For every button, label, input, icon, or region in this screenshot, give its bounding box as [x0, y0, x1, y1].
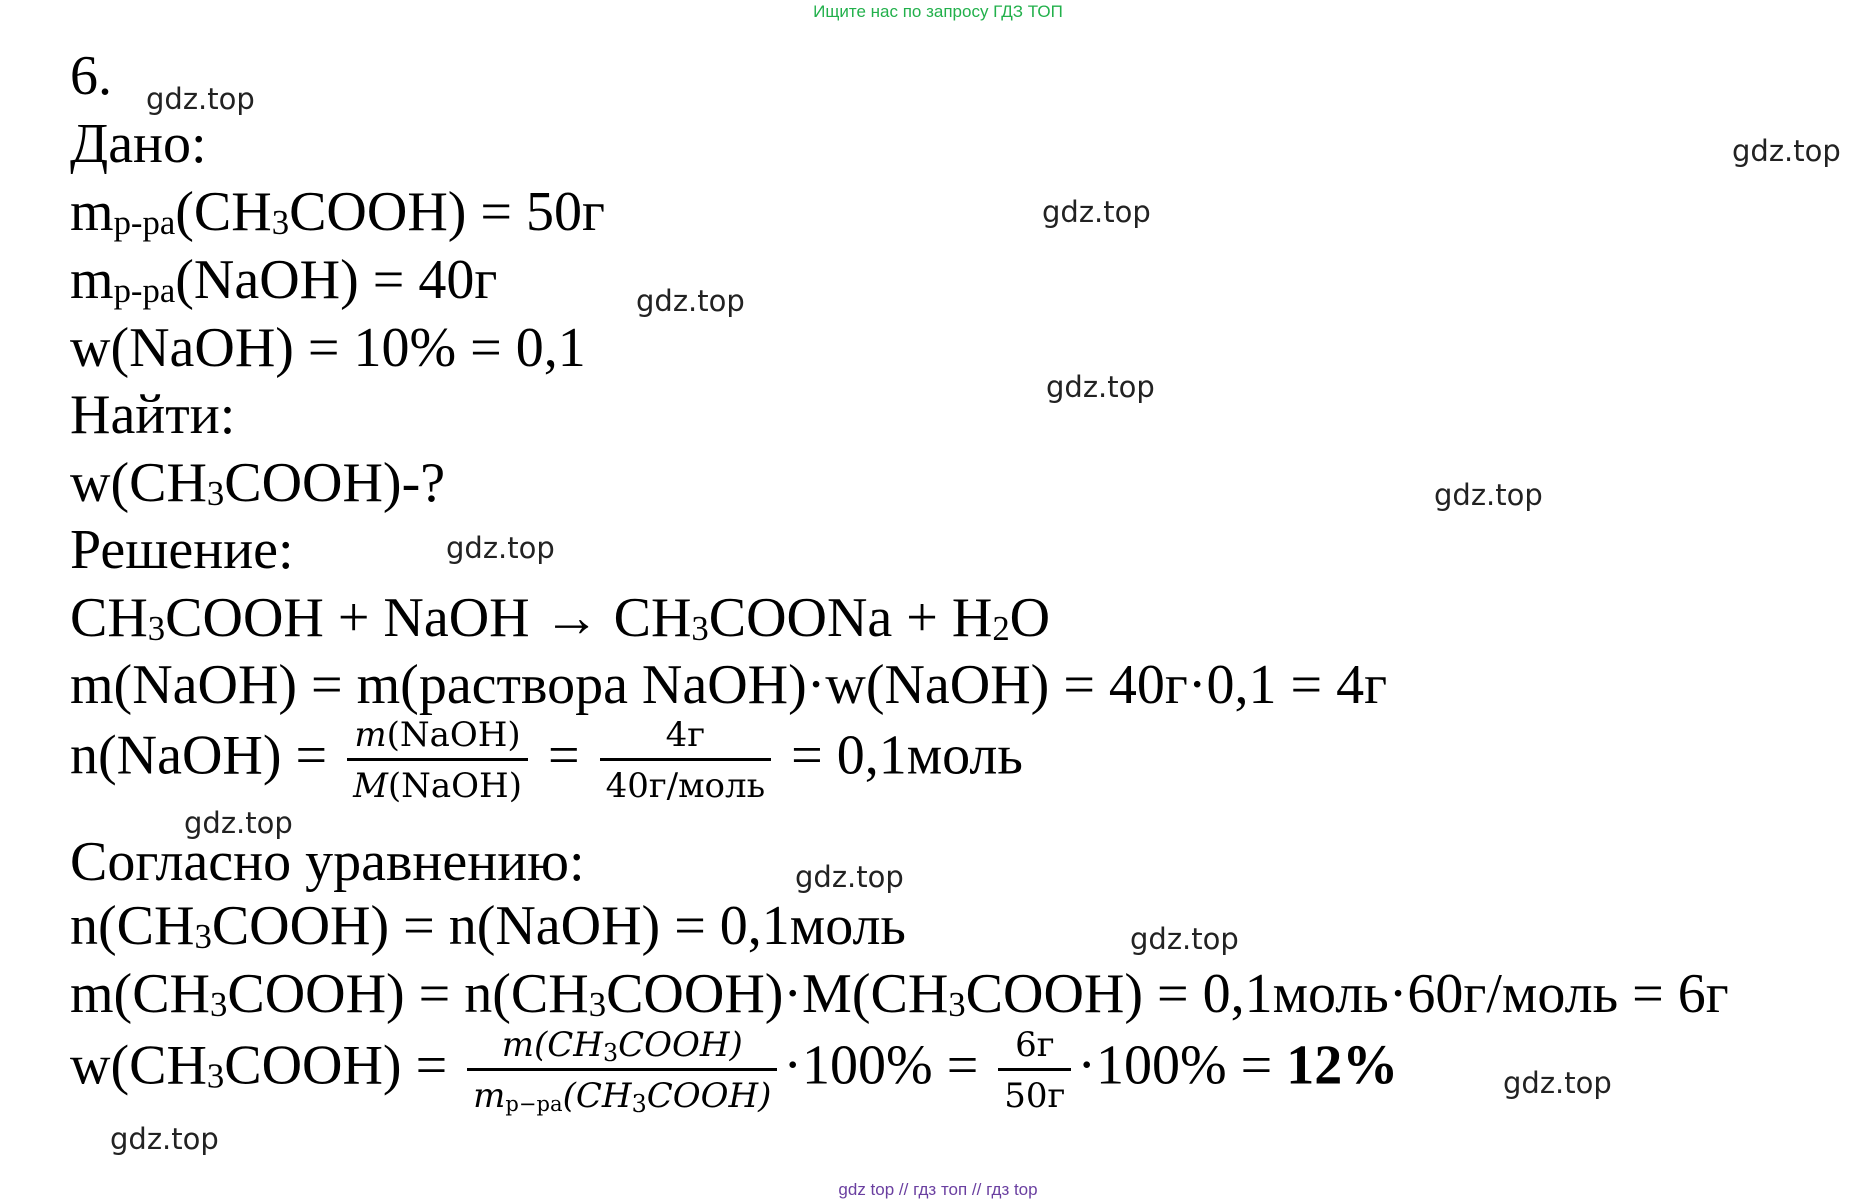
watermark: gdz.top — [1130, 922, 1239, 956]
watermark: gdz.top — [636, 284, 745, 318]
given-heading: Дано: — [70, 113, 207, 175]
final-answer: 12% — [1286, 1034, 1399, 1097]
fraction-values: $\frac{4г}{\text{40г/моль}}$ — [600, 718, 772, 803]
watermark: gdz.top — [110, 1122, 219, 1156]
watermark: gdz.top — [1434, 478, 1543, 512]
naoh-moles-calc: n(NaOH) = $\frac{\text{m(NaOH)}}{\text{M(NaOH)}}$ = $\frac{4г}{\text{40г/моль}}$ = 0,1моль — [70, 715, 1023, 806]
watermark: gdz.top — [1046, 370, 1155, 404]
watermark: gdz.top — [146, 82, 255, 116]
given-naoh-fraction: w(NaOH) = 10% = 0,1 — [70, 317, 586, 379]
watermark: gdz.top — [795, 860, 904, 894]
watermark: gdz.top — [1732, 134, 1841, 168]
top-banner: Ищите нас по запросу ГДЗ ТОП — [813, 2, 1063, 21]
naoh-mass-calc: m(NaOH) = m(раствора NaOH)·w(NaOH) = 40г·0,1 = 4г — [70, 654, 1388, 716]
problem-number: 6. — [70, 45, 112, 107]
according-heading: Согласно уравнению: — [70, 831, 585, 893]
watermark: gdz.top — [1042, 195, 1151, 229]
fraction-acid-values: $\frac{6г}{50г}$ — [998, 1028, 1071, 1113]
acid-fraction-calc: $w(CH_3COOH)$ = $\frac{m(CH_3COOH)}{mр-ра(CH_3COOH)}$ ·100% = $\frac{6г}{50г}$ ·100% = 12% — [70, 1025, 1399, 1118]
fraction-mass-over-molar-mass: $\frac{\text{m(NaOH)}}{\text{M(NaOH)}}$ — [347, 718, 528, 803]
bottom-banner: gdz top // гдз топ // гдз top — [838, 1180, 1038, 1199]
acid-moles: $n(CH_3COOH)$ = n(NaOH) = 0,1моль — [70, 895, 906, 957]
reaction-equation: $CH_3COOH$ + NaOH → $CH_3COONa + H_2O$ — [70, 587, 1051, 649]
find-heading: Найти: — [70, 384, 236, 446]
watermark: gdz.top — [184, 806, 293, 840]
given-acid-solution-mass: $m_{р-ра}(CH_3COOH) = 50г$ — [70, 181, 605, 243]
watermark: gdz.top — [446, 531, 555, 565]
find-target: $w(CH_3COOH)-$? — [70, 452, 446, 514]
acid-mass-calc: $m(CH_3COOH)$ = $n(CH_3COOH)\cdot M(CH_3COOH)$ = 0,1моль·60г/моль = 6г — [70, 963, 1729, 1025]
fraction-acid-mass-over-solution-mass: $\frac{m(CH_3COOH)}{mр-ра(CH_3COOH)}$ — [467, 1028, 777, 1113]
watermark: gdz.top — [1503, 1066, 1612, 1100]
given-naoh-solution-mass: $m_{р-ра}(NaOH) = 40г$ — [70, 249, 498, 311]
solution-heading: Решение: — [70, 519, 294, 581]
